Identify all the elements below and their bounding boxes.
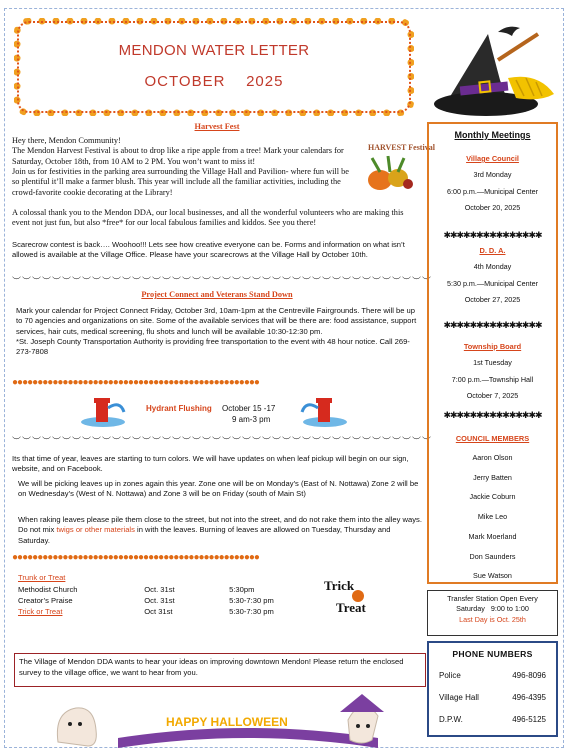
phone-row — [439, 715, 546, 724]
trunk-or-treat-place: Creator’s Praise — [18, 596, 73, 605]
harvest-greeting: Hey there, Mendon Community! — [12, 136, 121, 145]
hydrant-hours: 9 am-3 pm — [232, 415, 271, 424]
dda-survey-box — [14, 653, 426, 687]
dda-day: 4th Monday — [473, 262, 512, 271]
table-row — [18, 584, 308, 595]
pumpkin-divider-2: ●●●●●●●●●●●●●●●●●●●●●●●●●●●●●●●●●●●●●●●●●●●●●●●●● — [12, 552, 259, 563]
list-item: Jackie Coburn — [469, 492, 516, 502]
council-members-list — [429, 453, 556, 581]
hydrant-icon — [78, 392, 128, 428]
project-connect-section — [12, 290, 422, 300]
trick-text: Trick — [324, 578, 355, 593]
phone-label: D.P.W. — [439, 715, 463, 724]
table-row — [18, 595, 308, 606]
phone-number: 496-4395 — [512, 693, 546, 702]
harvest-thanks-paragraph: A colossal thank you to the Mendon DDA, our local businesses, and all the wonderful volunteers who are making this event not just fun, but also *free* for our local fabulous families and kiddos. See you there! — [12, 208, 404, 228]
harvest-fest-heading: Harvest Fest — [194, 122, 240, 131]
list-item: Don Saunders — [469, 551, 516, 561]
list-item: Jerry Batten — [473, 472, 512, 482]
list-item: Aaron Olson — [472, 453, 513, 462]
leaf-zones-paragraph: We will be picking leaves up in zones again this year. Zone one will be on Monday’s (East of N. Nottawa) Zone 2 will be on Wednesday’s (West of N. Nottawa) and Zone 3 will be on Friday (south of Main St) — [18, 479, 419, 499]
township-time: 7:00 p.m.—Township Hall — [451, 374, 534, 384]
trunk-or-treat-heading[interactable]: Trunk or Treat — [18, 573, 66, 582]
trunk-or-treat-date: Oct. 31st — [144, 596, 175, 605]
phone-label: Police — [439, 671, 461, 680]
scarecrow-paragraph: Scarecrow contest is back…. Woohoo!!! Lets see how creative everyone can be. Forms and information on what isn’t allowed is available at the Village Office. Please have your scarecrows at the Village Hall by October 10th. — [12, 240, 405, 260]
transfer-last-day: Last Day is Oct. 25th — [459, 614, 526, 624]
bat-divider-2: ︶︶︶︶︶︶︶︶︶︶︶︶︶︶︶︶︶︶︶︶︶︶︶︶︶︶︶︶︶︶︶︶︶︶︶︶︶︶︶︶︶︶ — [12, 436, 433, 446]
council-members-block — [429, 434, 556, 581]
village-council-heading: Village Council — [466, 154, 519, 163]
trick-or-treat-image — [318, 572, 390, 616]
leaf-raking-text: When raking leaves please pile them close to the street, but not into the street, and do not rake them into the alley ways. Do not mix — [18, 515, 422, 535]
list-item: Sue Watson — [473, 571, 512, 581]
leaf-raking-text-2: in with the leaves. Burning of leaves are allowed on Tuesday, Thursday and Saturday. — [18, 525, 391, 545]
transfer-station-hours — [428, 604, 557, 614]
trunk-or-treat-time: 5:30pm — [229, 585, 255, 594]
snowflake-divider: ✱✱✱✱✱✱✱✱✱✱✱✱✱✱✱ — [443, 230, 542, 240]
hydrant-flushing-label: Hydrant Flushing — [146, 404, 212, 413]
village-council-time: 6:00 p.m.—Municipal Center — [446, 186, 539, 196]
witch-hat-icon — [428, 20, 558, 120]
happy-halloween-text: HAPPY HALLOWEEN — [166, 715, 288, 729]
monthly-meetings-title: Monthly Meetings — [454, 130, 531, 140]
township-day: 1st Tuesday — [473, 358, 512, 367]
dda-survey-text: The Village of Mendon DDA wants to hear your ideas on improving downtown Mendon! Please return the enclosed survey to the village office, we want to hear from you. — [19, 657, 404, 677]
phone-numbers-box — [427, 641, 558, 737]
harvest-fest-body — [12, 136, 357, 198]
phone-row — [439, 693, 546, 702]
harvest-date-paragraph: The Mendon Harvest Festival is about to drop like a ripe apple from a tree! Mark your calendars for Saturday, October 18th, from 10 AM to 2 PM. You won’t want to miss it! — [12, 146, 344, 166]
leaf-raking — [12, 515, 422, 546]
phone-numbers-title: PHONE NUMBERS — [452, 649, 533, 659]
village-council-block — [429, 154, 556, 213]
leaf-intro-paragraph: Its that time of year, leaves are starting to turn colors. We will have updates on when leaf pickup will begin on our sign, website, and on Facebook. — [12, 454, 409, 474]
dda-date: October 27, 2025 — [464, 295, 521, 305]
newsletter-title: MENDON WATER LETTER — [118, 42, 310, 59]
township-date: October 7, 2025 — [466, 391, 519, 401]
transportation-paragraph: *St. Joseph County Transportation Authority is providing free transportation to the event with 48 hour notice. Call 269-273-7808 — [16, 336, 410, 356]
township-block — [429, 342, 556, 401]
harvest-festival-image — [360, 138, 435, 194]
header-banner — [14, 18, 414, 116]
leaf-raking-highlight: twigs or other materials — [56, 525, 135, 535]
monthly-meetings-sidebar — [427, 122, 558, 584]
trunk-or-treat-place[interactable]: Trick or Treat — [18, 607, 63, 616]
newsletter-date: OCTOBER 2025 — [144, 73, 284, 90]
phone-number: 496-5125 — [512, 715, 546, 724]
pumpkin-divider: ●●●●●●●●●●●●●●●●●●●●●●●●●●●●●●●●●●●●●●●●●●●●●●●●● — [12, 377, 259, 388]
trunk-or-treat-time: 5:30-7:30 pm — [229, 596, 274, 605]
hydrant-dates: October 15 -17 — [222, 404, 276, 413]
list-item: Mark Moerland — [468, 531, 517, 541]
leaf-pickup-section — [12, 454, 422, 475]
village-council-date: October 20, 2025 — [464, 203, 521, 213]
phone-row — [439, 671, 546, 680]
harvest-activities-paragraph: Join us for festivities in the parking area surrounding the Village Hall and Pavilion- where fun will be so plentiful it’ll make a farmer blush. This year will include all the familiar activities, including the crowd-favorite cookie decorating at the Library! — [12, 167, 349, 197]
council-members-heading: COUNCIL MEMBERS — [455, 434, 530, 443]
transfer-station-box — [427, 590, 558, 636]
transfer-day: Saturday — [456, 604, 485, 614]
list-item: Mike Leo — [477, 512, 508, 522]
hydrant-icon-right — [300, 392, 350, 428]
dda-time: 5:30 p.m.—Municipal Center — [446, 278, 539, 288]
bat-divider: ︶︶︶︶︶︶︶︶︶︶︶︶︶︶︶︶︶︶︶︶︶︶︶︶︶︶︶︶︶︶︶︶︶︶︶︶︶︶︶︶︶︶ — [12, 276, 433, 286]
scarecrow-contest — [12, 240, 422, 261]
trunk-or-treat-date: Oct. 31st — [144, 585, 175, 594]
dda-heading: D. D. A. — [479, 246, 506, 255]
township-heading: Township Board — [463, 342, 522, 351]
transfer-hours: 9:00 to 1:00 — [490, 604, 529, 614]
project-connect-body — [12, 306, 422, 357]
trunk-or-treat-date: Oct 31st — [144, 607, 173, 616]
phone-label: Village Hall — [439, 693, 479, 702]
trunk-or-treat-place: Methodist Church — [18, 585, 78, 594]
transfer-station-line: Transfer Station Open Every — [447, 594, 538, 603]
phone-number: 496-8096 — [512, 671, 546, 680]
dda-block — [429, 246, 556, 305]
trunk-or-treat-table — [18, 584, 308, 617]
happy-halloween-banner — [48, 690, 388, 750]
leaf-raking-paragraph — [18, 515, 422, 546]
leaf-zones — [12, 479, 422, 500]
project-connect-heading: Project Connect and Veterans Stand Down — [141, 290, 293, 299]
village-council-day: 3rd Monday — [473, 170, 512, 179]
project-connect-paragraph: Mark your calendar for Project Connect Friday, October 3rd, 10am-1pm at the Centreville Fairgrounds. There will be up to 70 agencies and organizations on site. Some of the available services that will be there are: food assistance, support services, hair cuts, medical screening, flu shots and lunch will be available 10:30-12:30 pm. — [16, 306, 417, 336]
harvest-image-text: HARVEST Festival — [368, 143, 435, 152]
harvest-thanks — [12, 208, 422, 229]
candy-corn-border-inner — [17, 21, 411, 113]
table-row — [18, 606, 308, 617]
treat-text: Treat — [336, 600, 366, 615]
snowflake-divider-3: ✱✱✱✱✱✱✱✱✱✱✱✱✱✱✱ — [443, 410, 542, 420]
trunk-or-treat-time: 5:30-7:30 pm — [229, 607, 274, 616]
snowflake-divider-2: ✱✱✱✱✱✱✱✱✱✱✱✱✱✱✱ — [443, 320, 542, 330]
harvest-fest-section — [12, 122, 422, 132]
